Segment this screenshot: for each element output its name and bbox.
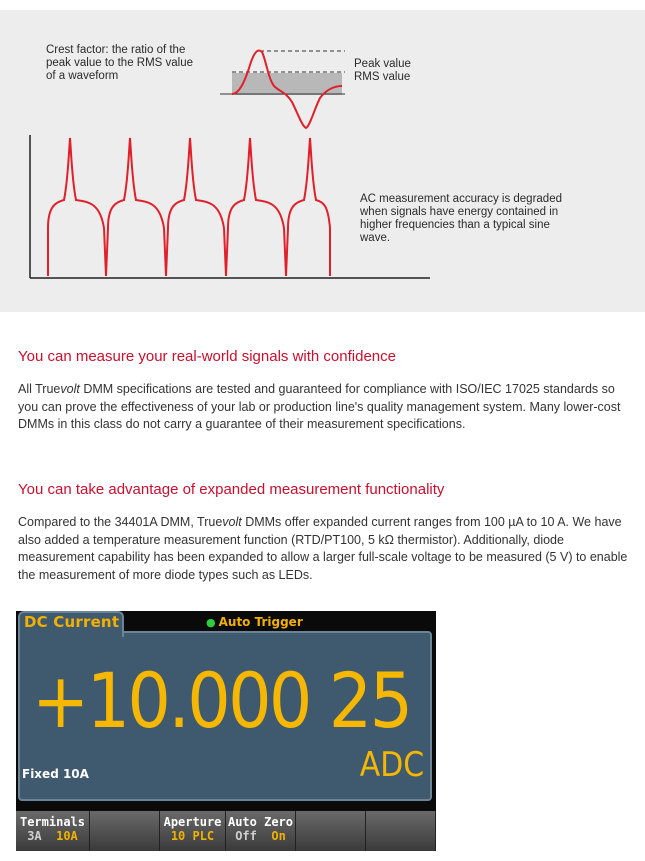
softkey-bar [16, 811, 436, 851]
dmm-display [16, 611, 436, 851]
peak-value-label: Peak value [354, 58, 411, 70]
trigger-status: ● Auto Trigger [206, 615, 303, 629]
section-body-functionality: Compared to the 34401A DMM, Truevolt DMMs offer expanded current ranges from 100 µA to 10 A. We have also added a temperature measurement function (RTD/PT100, 5 kΩ thermistor). Additionally, diode measurement capability has been expanded to allow a larger full-scale voltage to be measured (5 V) to enable the measurement of more diode types such as LEDs. [18, 515, 628, 582]
rms-value-label: RMS value [354, 71, 411, 83]
section-body-confidence: All Truevolt DMM specifications are tested and guaranteed for compliance with ISO/IEC 17025 standards so you can prove the effectiveness of your lab or production line's quality management system. Many lower-cost DMMs in this class do not carry a guarantee of their measurement specifications. [18, 382, 621, 431]
crest-factor-caption: Crest factor: the ratio of the peak value to the RMS value of a waveform [46, 44, 194, 82]
section-title-confidence: You can measure your real-world signals with confidence [18, 348, 396, 365]
softkey-terminals[interactable]: Terminals 3A 10A [16, 811, 90, 851]
range-label: Fixed 10A [22, 767, 89, 781]
softkey-aperture[interactable]: Aperture 10 PLC [160, 811, 226, 851]
trigger-dot-icon: ● [206, 616, 216, 629]
softkey-blank-2[interactable] [296, 811, 366, 851]
measurement-unit: ADC [359, 745, 424, 785]
section-title-functionality: You can take advantage of expanded measurement functionality [18, 481, 445, 498]
measurement-reading: +10.000 25 [32, 656, 411, 745]
softkey-auto-zero[interactable]: Auto Zero Off On [226, 811, 296, 851]
function-label: DC Current [24, 613, 120, 631]
softkey-blank-1[interactable] [90, 811, 160, 851]
peak-rms-labels [354, 58, 411, 84]
signal-waveform [48, 138, 330, 276]
accuracy-caption: AC measurement accuracy is degraded when signals have energy contained in higher frequencies than a typical sine wave. [360, 193, 562, 244]
softkey-blank-3[interactable] [366, 811, 436, 851]
crest-factor-figure [0, 10, 645, 312]
